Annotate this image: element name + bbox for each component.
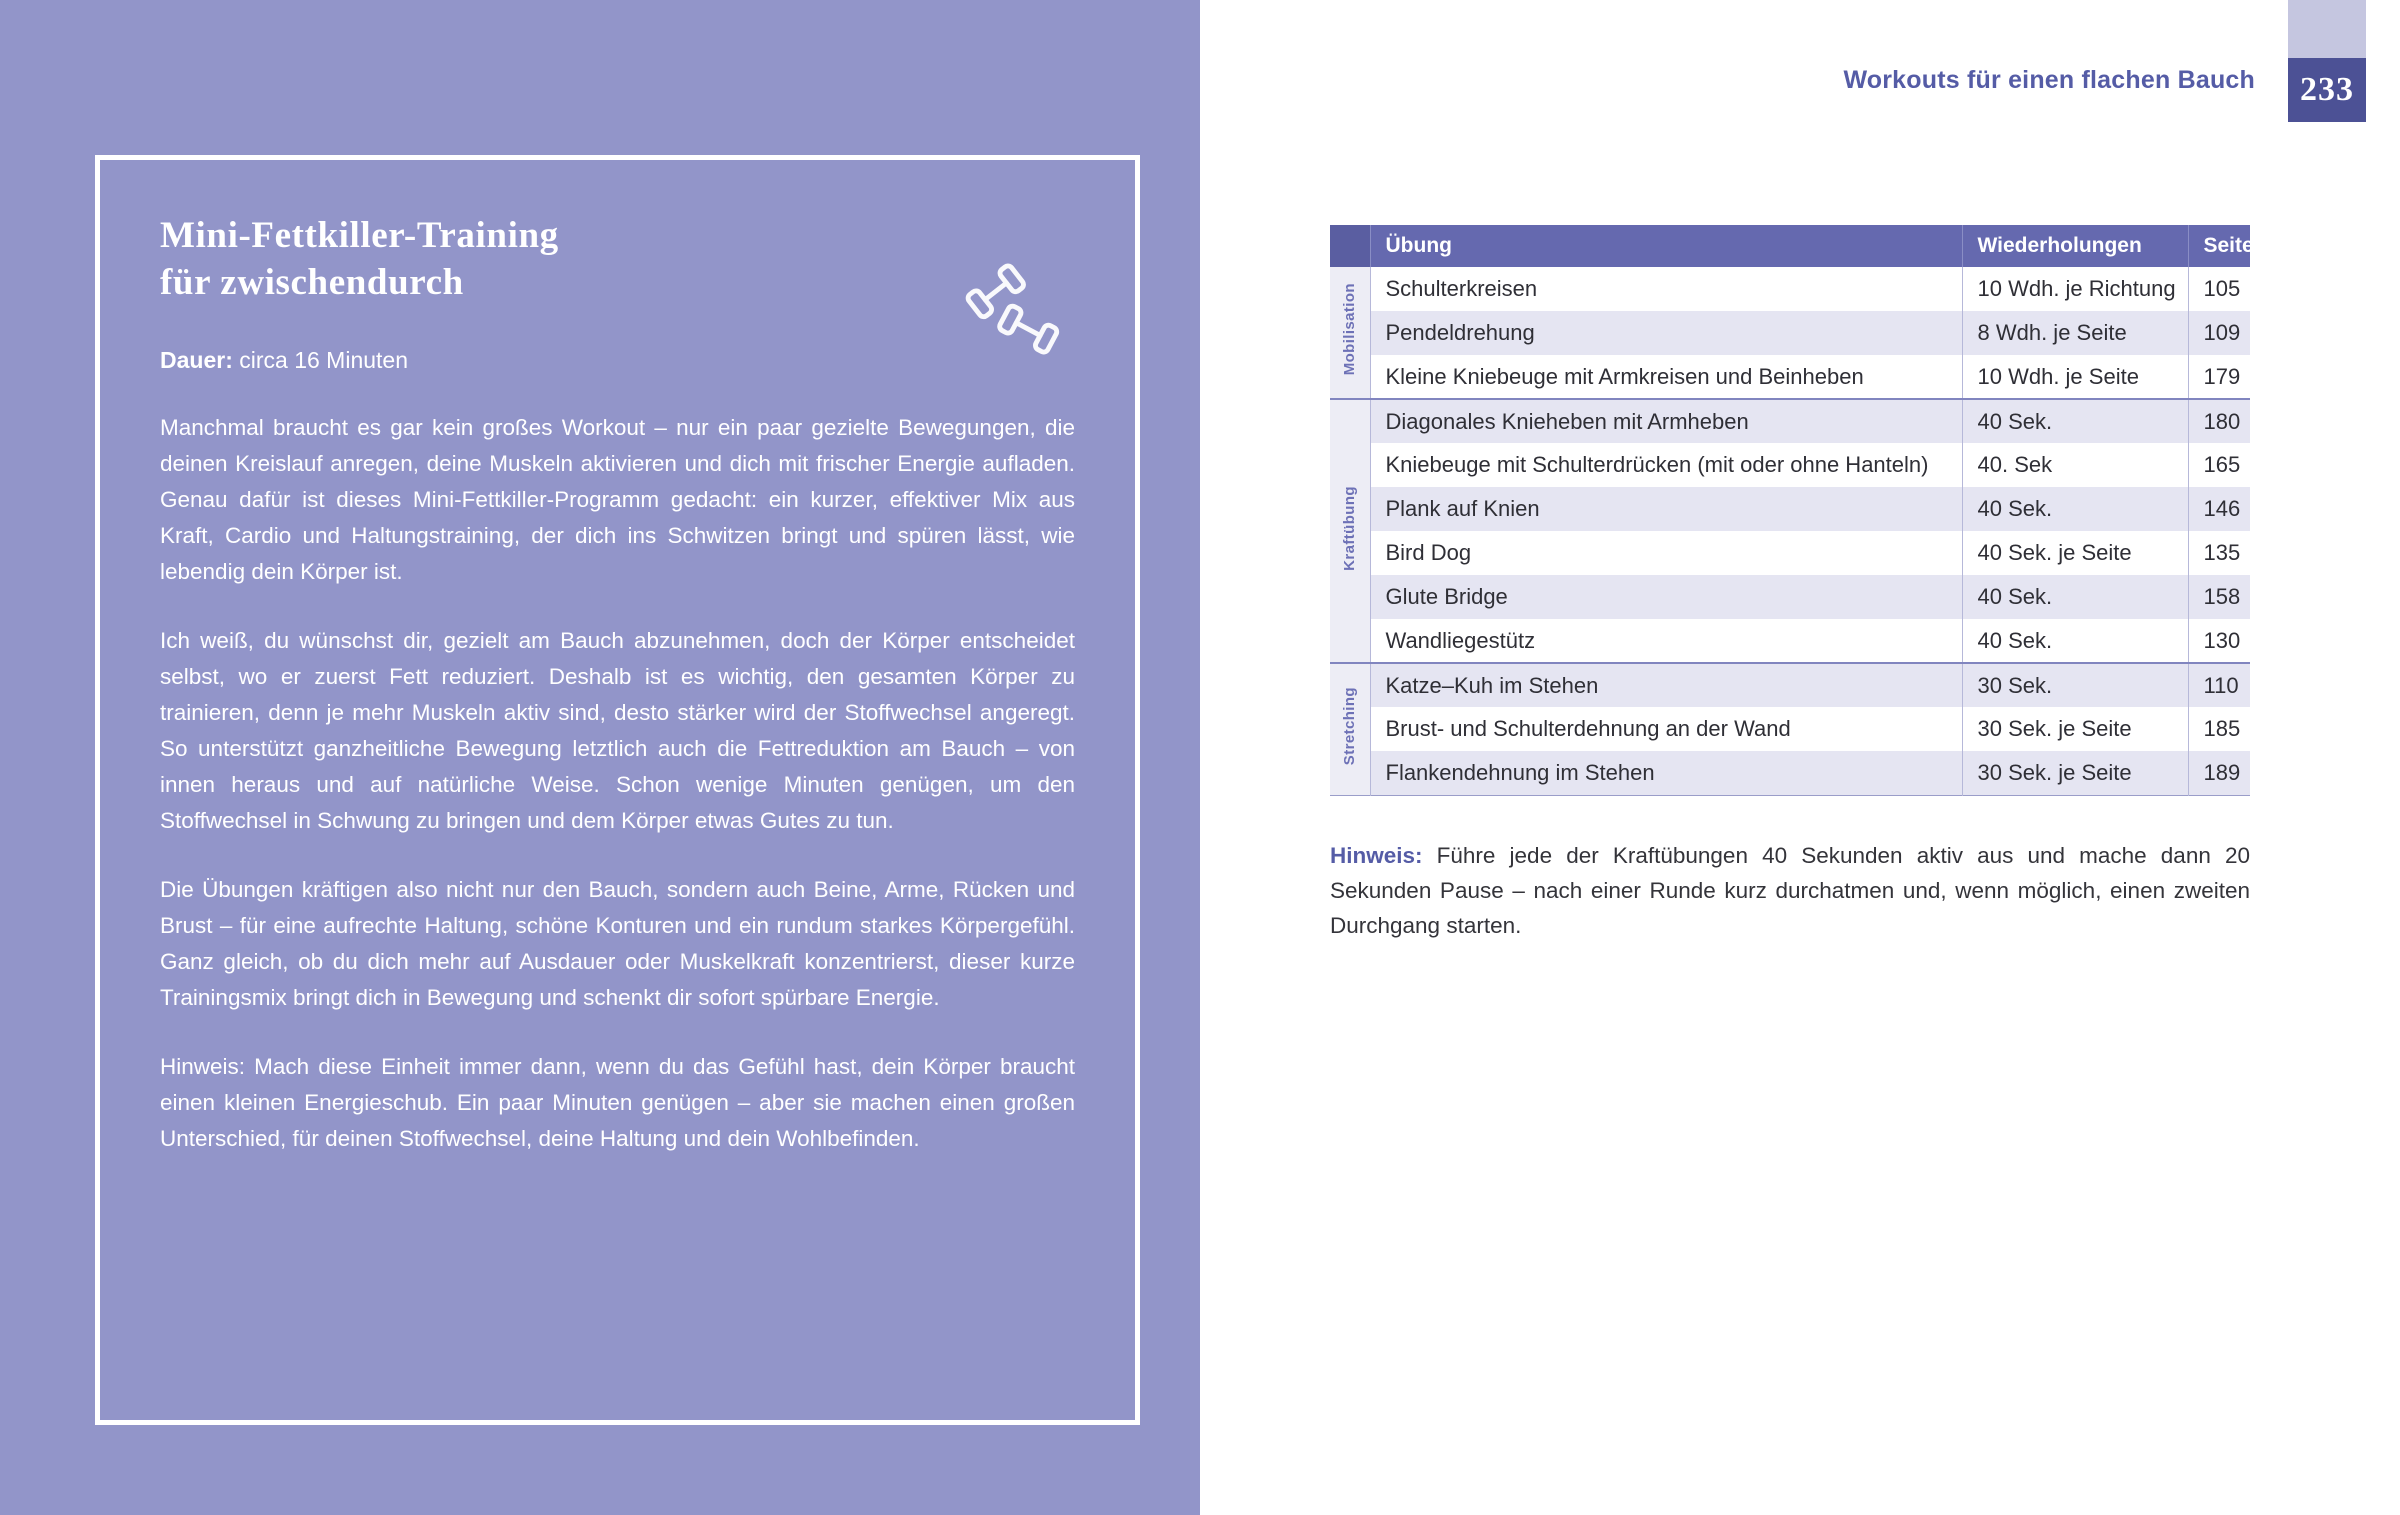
exercise-cell: Kleine Kniebeuge mit Armkreisen und Beinheben — [1370, 355, 1962, 399]
exercise-cell: Glute Bridge — [1370, 575, 1962, 619]
table-row — [1330, 575, 2250, 619]
dumbbells-icon — [937, 240, 1087, 375]
header-reps: Wiederholungen — [1962, 225, 2188, 267]
reps-cell: 10 Wdh. je Richtung — [1962, 267, 2188, 311]
exercise-cell: Flankendehnung im Stehen — [1370, 751, 1962, 795]
table-row — [1330, 487, 2250, 531]
reps-cell: 30 Sek. je Seite — [1962, 707, 2188, 751]
reps-cell: 40 Sek. — [1962, 487, 2188, 531]
category-label: Kraftübung — [1341, 485, 1359, 571]
exercise-cell: Katze–Kuh im Stehen — [1370, 663, 1962, 707]
table-row — [1330, 311, 2250, 355]
page-cell: 109 — [2188, 311, 2250, 355]
exercise-cell: Wandliegestütz — [1370, 619, 1962, 663]
exercise-cell: Kniebeuge mit Schulterdrücken (mit oder ohne Hanteln) — [1370, 443, 1962, 487]
duration-value: circa 16 Minuten — [239, 346, 408, 373]
header-corner-cell — [1330, 225, 1370, 267]
table-row — [1330, 619, 2250, 663]
reps-cell: 30 Sek. — [1962, 663, 2188, 707]
table-row — [1330, 751, 2250, 795]
workout-table-header — [1330, 225, 2254, 267]
category-label: Stretching — [1341, 687, 1359, 766]
reps-cell: 30 Sek. je Seite — [1962, 751, 2188, 795]
exercise-cell: Brust- und Schulterdehnung an der Wand — [1370, 707, 1962, 751]
table-row — [1330, 355, 2250, 399]
exercise-cell: Schulterkreisen — [1370, 267, 1962, 311]
page-cell: 179 — [2188, 355, 2250, 399]
paragraph: Ich weiß, du wünschst dir, gezielt am Bauch abzunehmen, doch der Körper entscheidet selbst, wo er zuerst Fett reduziert. Deshalb ist es wichtig, den gesamten Körper zu trainieren, denn je mehr Muskeln aktiv sind, desto stärker wird der Stoffwechsel angeregt. So unterstützt ganzheitliche Bewegung letztlich auch die Fettreduktion am Bauch – von innen heraus und auf natürliche Weise. Schon wenige Minuten genügen, um den Stoffwechsel in Schwung zu bringen und dem Körper etwas Gutes zu tun. — [160, 627, 1075, 833]
page-cell: 105 — [2188, 267, 2250, 311]
reps-cell: 40 Sek. je Seite — [1962, 531, 2188, 575]
category-cell — [1330, 267, 1370, 399]
body-paragraphs — [160, 410, 1075, 1157]
page-cell: 158 — [2188, 575, 2250, 619]
exercise-cell: Plank auf Knien — [1370, 487, 1962, 531]
duration-label: Dauer: — [160, 346, 233, 373]
page-cell: 185 — [2188, 707, 2250, 751]
page-cell: 146 — [2188, 487, 2250, 531]
page-title-line2: für zwischendurch — [160, 262, 464, 304]
reps-cell: 40 Sek. — [1962, 575, 2188, 619]
table-row — [1330, 399, 2250, 443]
table-row — [1330, 531, 2250, 575]
reps-cell: 8 Wdh. je Seite — [1962, 311, 2188, 355]
paragraph: Hinweis: Mach diese Einheit immer dann, wenn du das Gefühl hast, dein Körper braucht einen kleinen Energieschub. Ein paar Minuten genügen – aber sie machen einen großen Unterschied, für deinen Stoffwechsel, deine Haltung und dein Wohlbefinden. — [160, 1053, 1075, 1151]
page-title-line1: Mini-Fettkiller-Training — [160, 215, 559, 256]
category-cell — [1330, 399, 1370, 663]
exercise-cell: Diagonales Knieheben mit Armheben — [1370, 399, 1962, 443]
page-cell: 180 — [2188, 399, 2250, 443]
page-cell: 110 — [2188, 663, 2250, 707]
table-row — [1330, 707, 2250, 751]
exercise-cell: Bird Dog — [1370, 531, 1962, 575]
page-cell: 189 — [2188, 751, 2250, 795]
table-row — [1330, 443, 2250, 487]
table-row — [1330, 267, 2250, 311]
page-title — [160, 212, 920, 307]
reps-cell: 40. Sek — [1962, 443, 2188, 487]
page-cell: 130 — [2188, 619, 2250, 663]
reps-cell: 40 Sek. — [1962, 399, 2188, 443]
note-paragraph — [1330, 838, 2250, 943]
reps-cell: 40 Sek. — [1962, 619, 2188, 663]
page-number: 233 — [2288, 58, 2366, 122]
category-cell — [1330, 663, 1370, 795]
table-row — [1330, 663, 2250, 707]
paragraph: Manchmal braucht es gar kein großes Workout – nur ein paar gezielte Bewegungen, die deinen Kreislauf anregen, deine Muskeln aktivieren und dich mit frischer Energie aufladen. Genau dafür ist dieses Mini-Fettkiller-Programm gedacht: ein kurzer, effektiver Mix aus Kraft, Cardio und Haltungstraining, der dich ins Schwitzen bringt und spüren lässt, wie lebendig dein Körper ist. — [160, 414, 1075, 584]
note-text: Führe jede der Kraftübungen 40 Sekunden aktiv aus und mache dann 20 Sekunden Pause – nach einer Runde kurz durchatmen und, wenn möglich, einen zweiten Durchgang starten. — [1330, 843, 2250, 938]
page-cell: 165 — [2188, 443, 2250, 487]
header-page: Seite — [2188, 225, 2250, 267]
corner-tab — [2288, 0, 2366, 58]
running-header: Workouts für einen flachen Bauch — [1843, 66, 2255, 94]
page-cell: 135 — [2188, 531, 2250, 575]
workout-table-body — [1330, 267, 2250, 795]
right-page — [1200, 0, 2400, 1515]
header-exercise: Übung — [1370, 225, 1962, 267]
content-frame — [95, 155, 1140, 1425]
reps-cell: 10 Wdh. je Seite — [1962, 355, 2188, 399]
exercise-cell: Pendeldrehung — [1370, 311, 1962, 355]
category-label: Mobilisation — [1341, 283, 1359, 376]
paragraph: Die Übungen kräftigen also nicht nur den Bauch, sondern auch Beine, Arme, Rücken und Brust – für eine aufrechte Haltung, schöne Konturen und ein rundum starkes Körpergefühl. Ganz gleich, ob du dich mehr auf Ausdauer oder Muskelkraft konzentrierst, dieser kurze Trainingsmix bringt dich in Bewegung und schenkt dir sofort spürbare Energie. — [160, 876, 1075, 1010]
note-label: Hinweis: — [1330, 843, 1423, 868]
workout-table — [1330, 225, 2254, 796]
